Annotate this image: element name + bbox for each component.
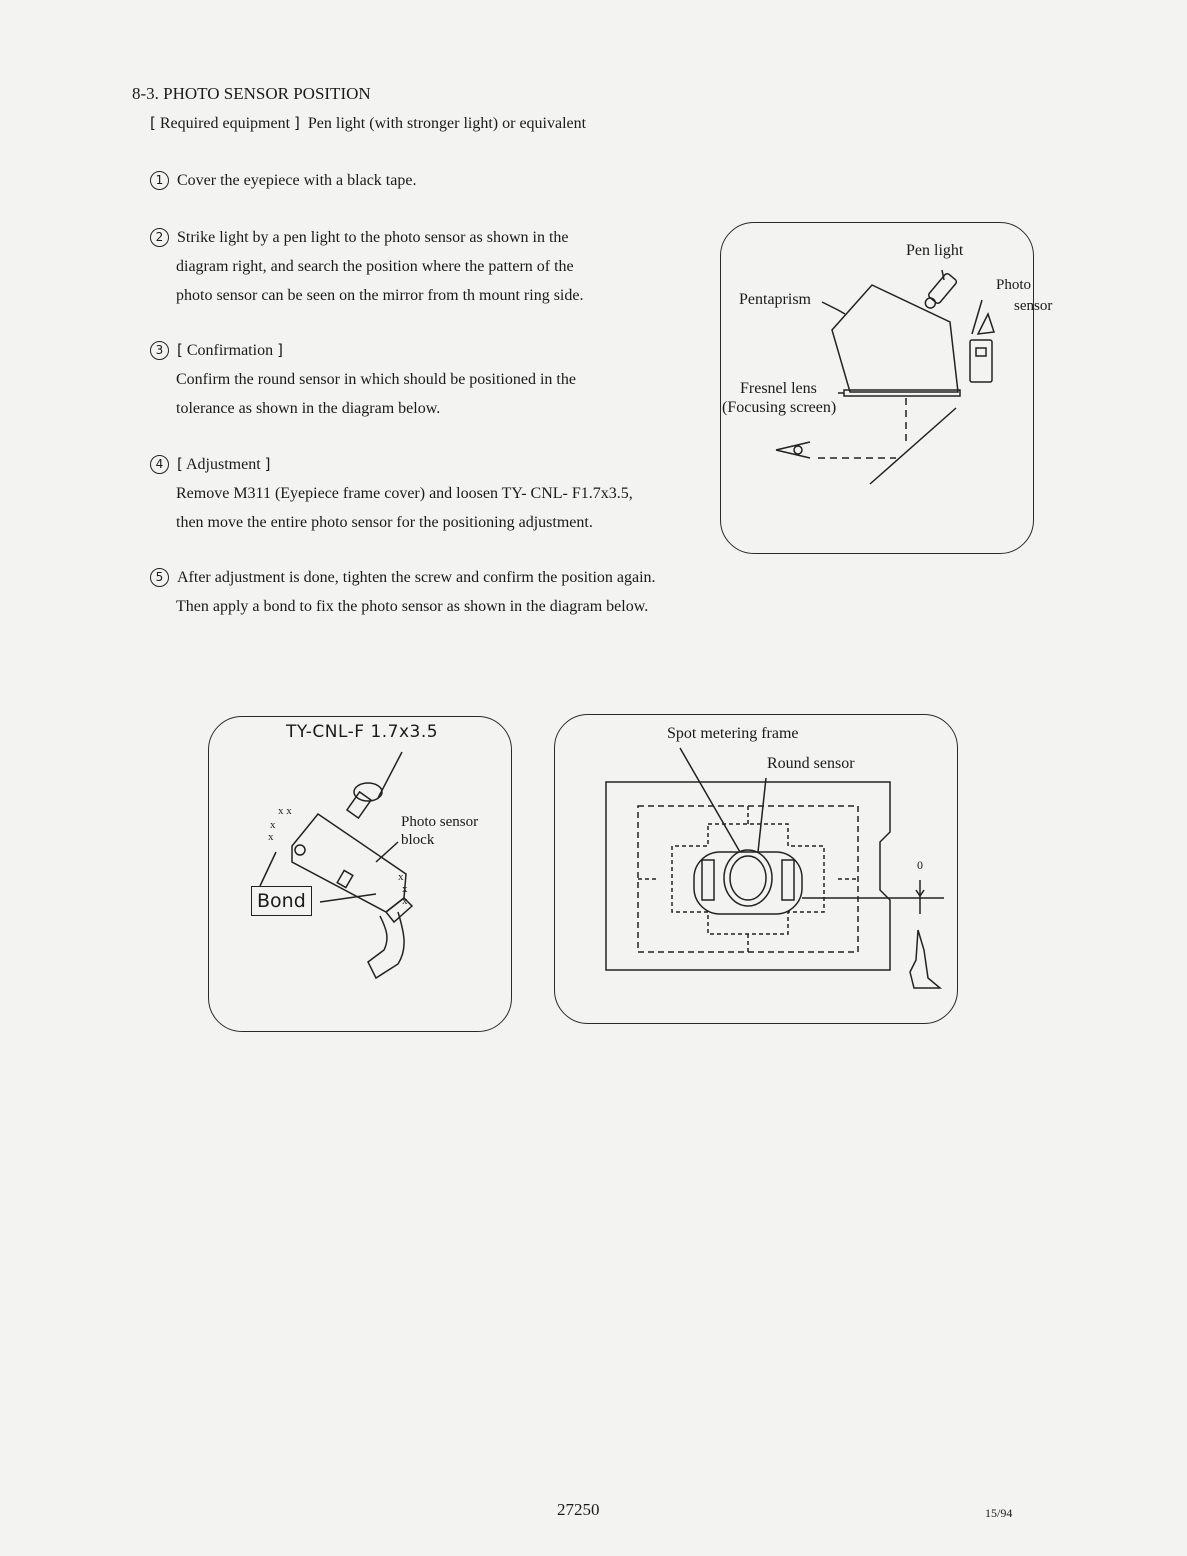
spot-metering-diagram xyxy=(554,714,956,1022)
svg-text:x: x xyxy=(402,895,408,907)
svg-text:x: x xyxy=(268,831,274,843)
step-2: 2 Strike light by a pen light to the photo sensor as shown in the diagram right, and search the position where the pattern of the photo sensor can be seen on the mirror from th mount ring side. xyxy=(150,223,583,310)
eye-icon xyxy=(776,442,810,458)
bond-label: Bond xyxy=(251,886,312,916)
round-sensor xyxy=(724,850,772,906)
section-heading: 8-3. PHOTO SENSOR POSITION xyxy=(132,84,371,103)
spot-metering-frame-label: Spot metering frame xyxy=(667,725,799,742)
round-sensor-label: Round sensor xyxy=(767,755,855,772)
fresnel-lens-shape xyxy=(844,390,960,396)
step-5: 5 After adjustment is done, tighten the screw and confirm the position again. Then apply a bond to fix the photo sensor as shown in the diagram below. xyxy=(150,563,656,621)
photo-sensor-block-label-2: block xyxy=(401,832,435,848)
step-3: 3 [ Confirmation ] Confirm the round sensor in which should be positioned in the tolerance as shown in the diagram below. xyxy=(150,336,576,423)
document-date: 15/94 xyxy=(985,1506,1013,1520)
sensor-profile xyxy=(910,930,940,988)
pentaprism-label: Pentaprism xyxy=(739,291,811,308)
screw-icon xyxy=(347,783,382,818)
screw-label: TY-CNL-F 1.7x3.5 xyxy=(286,722,439,742)
step-4: 4 [ Adjustment ] Remove M311 (Eyepiece frame cover) and loosen TY- CNL- F1.7x3.5, then move the entire photo sensor for the positioning adjustment. xyxy=(150,450,633,537)
photo-sensor-label-2: sensor xyxy=(1014,298,1053,314)
document-number: 27250 xyxy=(557,1500,600,1519)
mirror-shape xyxy=(870,408,956,484)
pen-light-icon xyxy=(922,272,958,311)
fresnel-lens-label: Fresnel lens xyxy=(740,380,817,397)
pentaprism-shape xyxy=(832,285,958,392)
photo-sensor-icon xyxy=(970,300,994,382)
confirmation-title: Confirmation xyxy=(186,342,274,359)
spot-metering-frame xyxy=(694,852,802,914)
photo-sensor-block-label-1: Photo sensor xyxy=(401,814,479,830)
required-value: Pen light (with stronger light) or equivalent xyxy=(307,115,587,132)
focusing-screen-label: (Focusing screen) xyxy=(722,399,837,416)
svg-text:x: x xyxy=(270,819,276,831)
svg-text:x: x xyxy=(402,883,408,895)
photo-sensor-block-diagram xyxy=(208,716,510,1030)
photo-sensor-label-1: Photo xyxy=(996,277,1032,293)
svg-text:x: x xyxy=(398,871,404,883)
pen-light-label: Pen light xyxy=(906,242,964,259)
required-equipment: [ Required equipment ] Pen light (with stronger light) or equivalent xyxy=(150,114,587,132)
step-1: 1 Cover the eyepiece with a black tape. xyxy=(150,166,416,195)
zero-mark-label: 0 xyxy=(917,858,923,872)
adjustment-title: Adjustment xyxy=(185,456,261,473)
svg-text:x x: x x xyxy=(278,805,292,817)
required-label: Required equipment xyxy=(159,115,291,132)
